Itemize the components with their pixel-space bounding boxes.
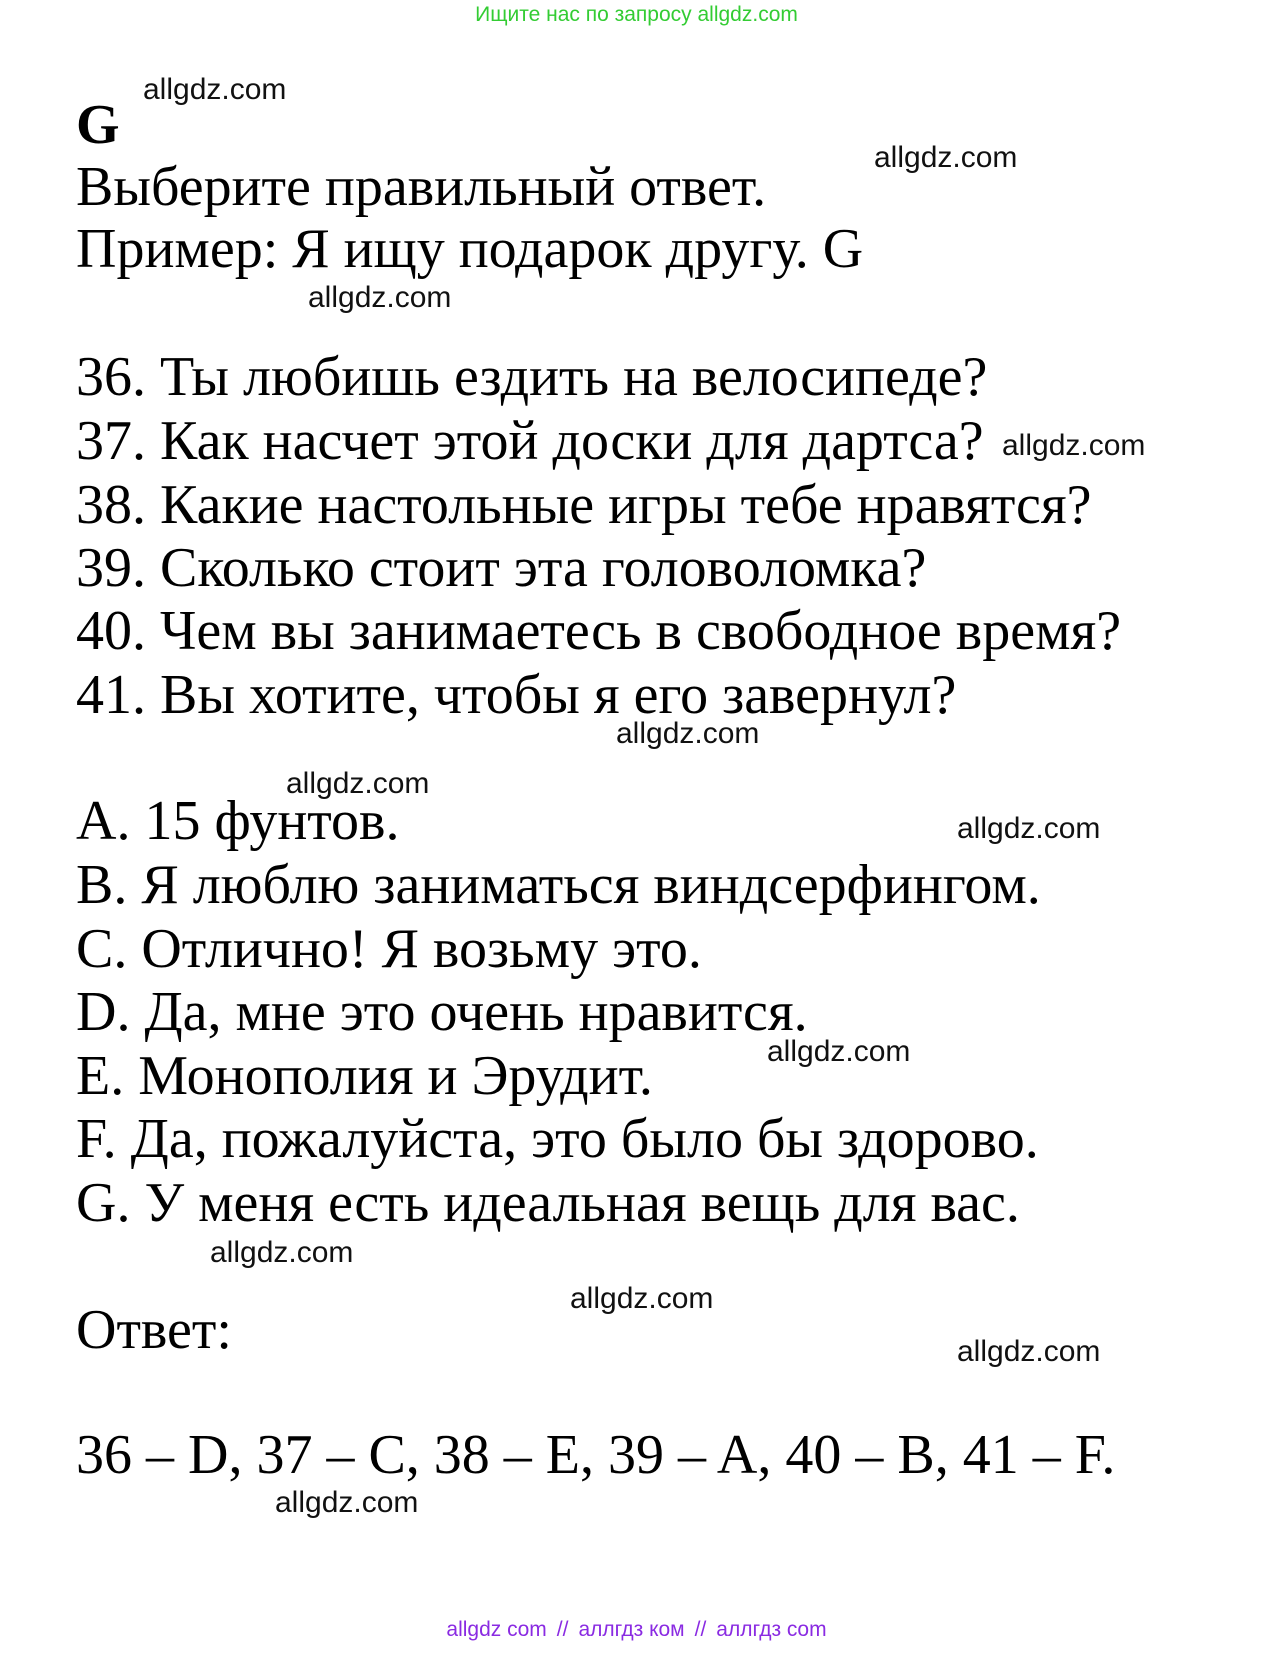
- watermark: allgdz.com: [570, 1282, 714, 1315]
- option-item: C. Отлично! Я возьму это.: [76, 918, 702, 980]
- question-item: 39. Сколько стоит эта головоломка?: [76, 537, 927, 599]
- footer-separator: //: [556, 1618, 569, 1641]
- watermark: allgdz.com: [143, 73, 287, 106]
- watermark: allgdz.com: [210, 1236, 354, 1269]
- top-banner[interactable]: Ищите нас по запросу allgdz.com: [475, 3, 798, 26]
- watermark: allgdz.com: [275, 1486, 419, 1519]
- question-item: 36. Ты любишь ездить на велосипеде?: [76, 346, 988, 408]
- question-item: 38. Какие настольные игры тебе нравятся?: [76, 474, 1092, 536]
- watermark: allgdz.com: [286, 767, 430, 800]
- instruction: Выберите правильный ответ.: [76, 156, 767, 218]
- option-item: F. Да, пожалуйста, это было бы здорово.: [76, 1108, 1039, 1170]
- question-item: 40. Чем вы занимаетесь в свободное время?: [76, 600, 1122, 662]
- watermark: allgdz.com: [957, 1335, 1101, 1368]
- option-item: D. Да, мне это очень нравится.: [76, 981, 808, 1043]
- watermark: allgdz.com: [767, 1035, 911, 1068]
- footer-link[interactable]: аллгдз ком: [578, 1618, 685, 1641]
- question-item: 37. Как насчет этой доски для дартса?: [76, 410, 984, 472]
- footer-separator: //: [694, 1618, 707, 1641]
- answer-label: Ответ:: [76, 1299, 232, 1361]
- question-item: 41. Вы хотите, чтобы я его завернул?: [76, 664, 957, 726]
- option-item: E. Монополия и Эрудит.: [76, 1045, 653, 1107]
- option-item: G. У меня есть идеальная вещь для вас.: [76, 1172, 1020, 1234]
- section-letter: G: [76, 94, 120, 156]
- watermark: allgdz.com: [957, 812, 1101, 845]
- watermark: allgdz.com: [1002, 429, 1146, 462]
- watermark: allgdz.com: [874, 141, 1018, 174]
- option-item: A. 15 фунтов.: [76, 790, 400, 852]
- footer-bar: [0, 1616, 1273, 1644]
- watermark: allgdz.com: [308, 281, 452, 314]
- option-item: B. Я люблю заниматься виндсерфингом.: [76, 854, 1041, 916]
- answer-text: 36 – D, 37 – C, 38 – E, 39 – A, 40 – B, 41 – F.: [76, 1424, 1116, 1486]
- example: Пример: Я ищу подарок другу. G: [76, 218, 864, 280]
- footer-link[interactable]: allgdz com: [446, 1618, 547, 1641]
- footer-link[interactable]: аллгдз com: [716, 1618, 827, 1641]
- watermark: allgdz.com: [616, 717, 760, 750]
